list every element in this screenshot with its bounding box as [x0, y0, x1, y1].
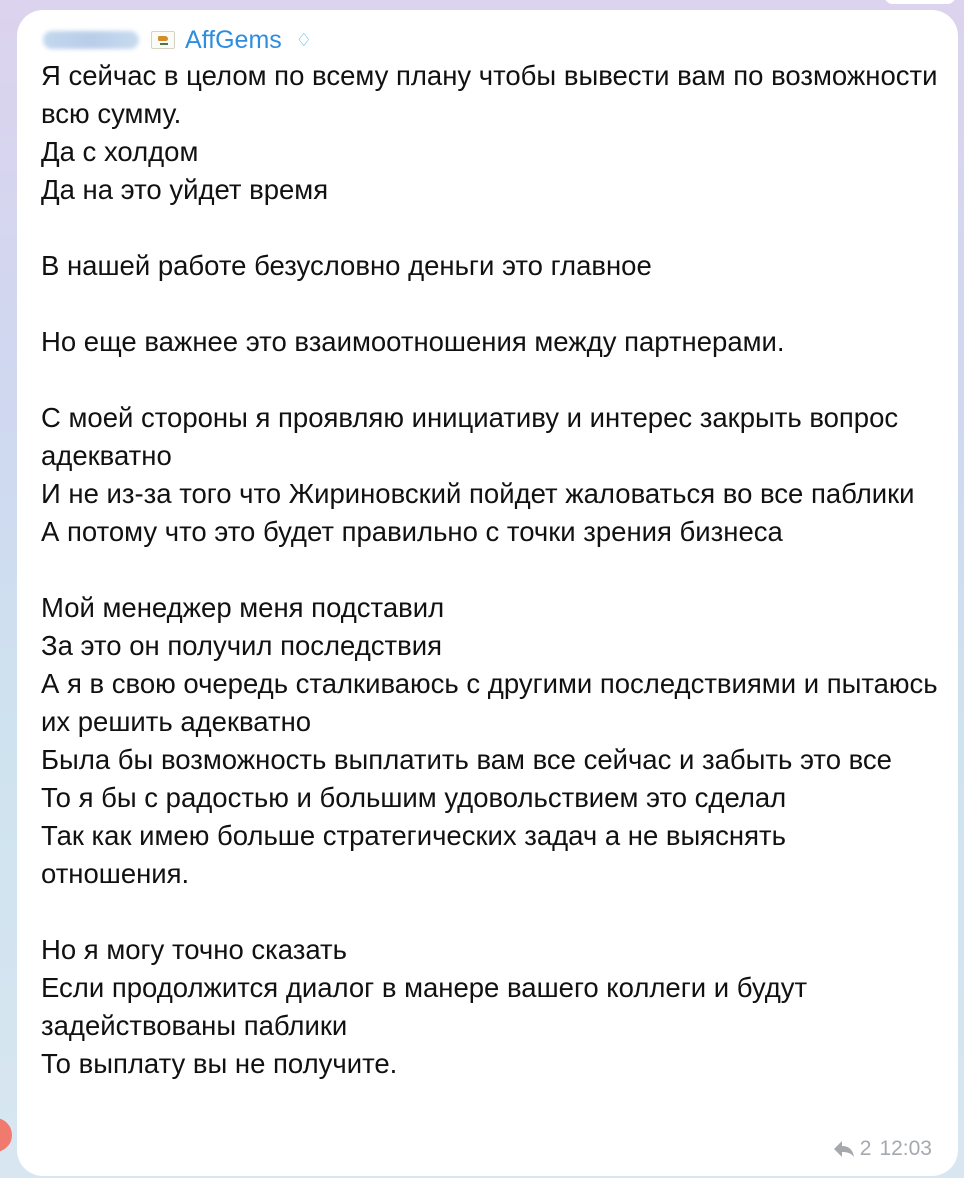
- cyprus-flag-icon: [151, 31, 175, 49]
- redacted-sender-name: [43, 31, 139, 49]
- sender-avatar[interactable]: [0, 1118, 12, 1152]
- reply-arrow-icon[interactable]: [832, 1139, 856, 1159]
- reply-count[interactable]: 2: [859, 1137, 872, 1160]
- message-time: 12:03: [879, 1137, 932, 1160]
- message-sender[interactable]: [43, 25, 312, 55]
- message-meta: [832, 1136, 932, 1162]
- message-bubble[interactable]: [17, 10, 958, 1176]
- verified-diamond-icon: ♢: [295, 30, 312, 50]
- previous-message-edge: [884, 0, 956, 4]
- message-text: Я сейчас в целом по всему плану чтобы вывести вам по возможности всю сумму. Да с холдом Да на это уйдет время В нашей работе безусловно деньги это главное Но еще важнее это взаимоотношения между партнерами. С моей стороны я проявляю инициативу и интерес закрыть вопрос адекватно И не из-за того что Жириновский пойдет жаловаться во все паблики А потому что это будет правильно с точки зрения бизнеса Мой менеджер меня подставил За это он получил последствия А я в свою очередь сталкиваюсь с другими последствиями и пытаюсь их решить адекватно Была бы возможность выплатить вам все сейчас и забыть это все То я бы с радостью и большим удовольствием это сделал Так как имею больше стратегических задач а не выяснять отношения. Но я могу точно сказать Если продолжится диалог в манере вашего коллеги и будут задействованы паблики То выплату вы не получите.: [41, 60, 938, 1079]
- sender-name[interactable]: AffGems: [185, 26, 282, 54]
